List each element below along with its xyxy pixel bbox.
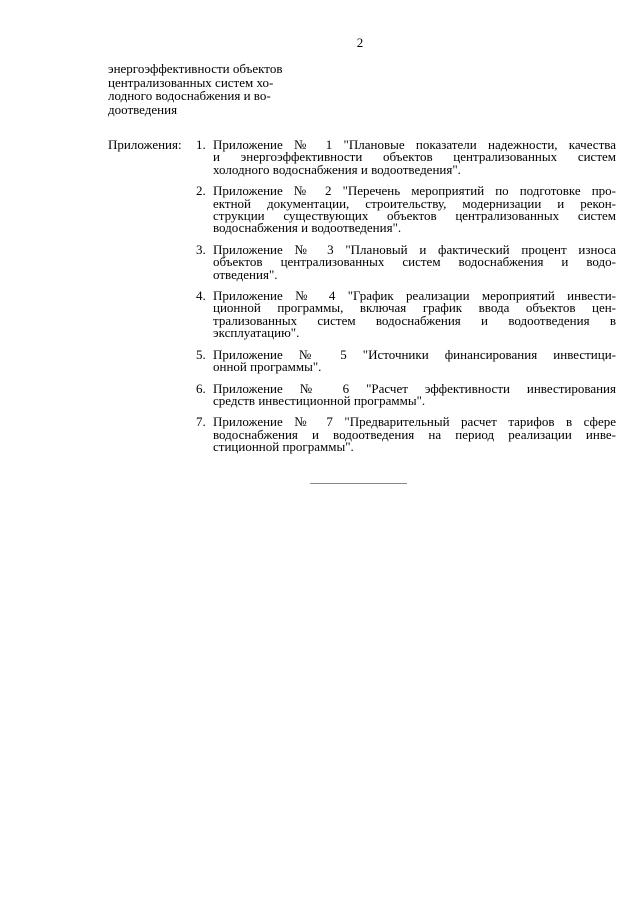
- end-separator-line: [310, 483, 407, 484]
- attachment-line: холодного водоснабжения и водоотведения".: [213, 161, 461, 177]
- attachment-line: водоснабжения и водоотведения на период реализации инве-: [213, 426, 616, 442]
- attachment-line: Приложение № 7 "Предварительный расчет тарифов в сфере: [213, 414, 616, 430]
- attachment-line: объектов централизованных систем водоснабжения и водо-: [213, 254, 616, 270]
- attachment-number: 3.: [196, 241, 206, 257]
- attachment-number: 4.: [196, 288, 206, 304]
- heading-fragment: [108, 62, 318, 116]
- attachment-item: [196, 346, 616, 375]
- attachment-text: [213, 185, 616, 235]
- attachment-line: ектной документации, строительству, модернизации и рекон-: [213, 195, 616, 211]
- attachment-number: 2.: [196, 183, 206, 199]
- attachment-item: [196, 416, 616, 453]
- attachment-number: 5.: [196, 346, 206, 362]
- attachment-text: [213, 346, 616, 375]
- heading-line: централизованных систем хо-: [108, 74, 274, 90]
- attachment-item: [196, 380, 616, 408]
- attachment-line: онной программы".: [213, 359, 322, 375]
- attachment-item: [196, 139, 616, 176]
- attachment-list: [196, 139, 616, 463]
- attachment-text: [213, 380, 616, 408]
- attachment-number: 1.: [196, 137, 206, 152]
- attachment-number: 7.: [196, 414, 206, 430]
- attachment-text: [213, 139, 616, 176]
- heading-line: лодного водоснабжения и во-: [108, 88, 271, 103]
- attachment-text: [213, 241, 616, 282]
- attachment-item: [196, 185, 616, 235]
- page-number: 2: [356, 35, 364, 50]
- attachment-line: Приложение № 3 "Плановый и фактический процент износа: [213, 241, 616, 257]
- attachment-line: отведения".: [213, 266, 278, 282]
- attachment-line: ционной программы, включая график ввода объектов цен-: [213, 300, 616, 316]
- attachment-line: стиционной программы".: [213, 439, 354, 455]
- attachment-line: трализованных систем водоснабжения и водоотведения в: [213, 312, 616, 328]
- attachment-line: водоснабжения и водоотведения".: [213, 220, 402, 236]
- attachment-line: Приложение № 4 "График реализации мероприятий инвести-: [213, 288, 616, 304]
- heading-line: энергоэффективности объектов: [108, 61, 283, 76]
- attachment-line: Приложение № 5 "Источники финансирования инвестици-: [213, 346, 616, 362]
- attachment-line: струкции существующих объектов централизованных систем: [213, 208, 616, 224]
- attachment-item: [196, 241, 616, 282]
- attachment-item: [196, 290, 616, 340]
- attachments-label: Приложения:: [108, 137, 182, 152]
- attachment-text: [213, 290, 616, 340]
- attachment-text: [213, 416, 616, 453]
- attachment-line: Приложение № 2 "Перечень мероприятий по подготовке про-: [213, 183, 616, 199]
- attachment-line: Приложение № 1 "Плановые показатели надежности, качества: [213, 137, 616, 152]
- heading-line: доотведения: [108, 101, 178, 117]
- attachment-line: и энергоэффективности объектов централизованных систем: [213, 149, 616, 165]
- attachment-number: 6.: [196, 380, 206, 396]
- attachment-line: средств инвестиционной программы".: [213, 392, 426, 408]
- attachment-line: эксплуатацию".: [213, 325, 300, 341]
- attachment-line: Приложение № 6 "Расчет эффективности инвестирования: [213, 380, 616, 396]
